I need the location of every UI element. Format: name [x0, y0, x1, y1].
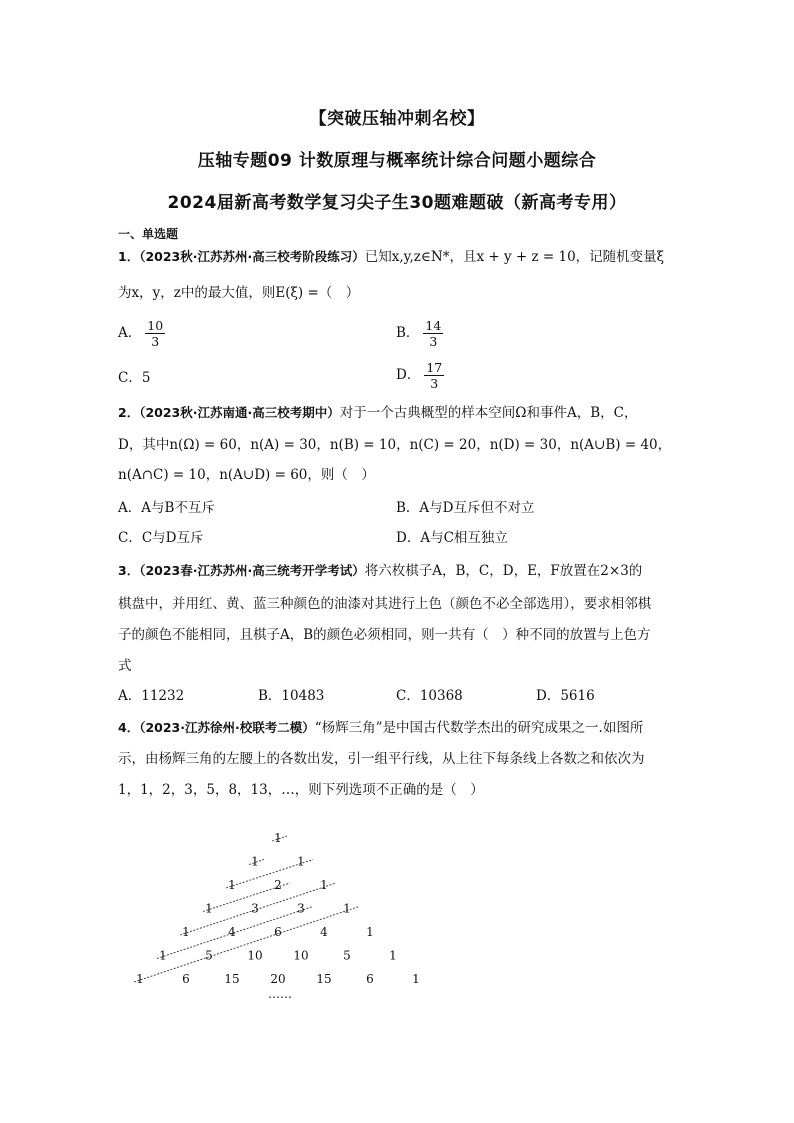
triangle-cell-r6-c4: 15 [316, 972, 332, 986]
triangle-cell-r4-c2: 6 [274, 925, 282, 939]
q1-number: 1． [118, 249, 140, 264]
q3-stem-2: 棋盘中，并用红、黄、蓝三种颜色的油漆对其进行上色（颜色不必全部选用），要求相邻棋 [118, 596, 652, 612]
q2-option-d[interactable]: D．A与C相互独立 [396, 530, 508, 546]
q1-option-b-numerator: 14 [425, 318, 442, 333]
triangle-cell-r3-c2: 3 [297, 901, 305, 916]
q2-stem-3: n(A∩C) = 10，n(A∪D) = 60，则（ ） [118, 467, 375, 483]
triangle-cell-r6-c0: 1 [136, 972, 144, 986]
triangle-cell-r4-c3: 4 [320, 925, 328, 939]
triangle-cell-r6-c1: 6 [182, 972, 190, 986]
triangle-cell-r5-c2: 10 [247, 948, 263, 963]
triangle-cell-r4-c4: 1 [366, 925, 374, 939]
triangle-cell-r1-c0: 1 [251, 854, 259, 869]
triangle-ellipsis: …… [268, 987, 292, 1001]
q1-option-a-denominator: 3 [151, 334, 160, 349]
q4-stem-3: 1，1，2，3，5，8，13，…，则下列选项不正确的是（ ） [118, 782, 484, 798]
banner-title: 【突破压轴冲刺名校】 [309, 109, 485, 129]
triangle-cell-r5-c0: 1 [159, 948, 167, 963]
q1-source: （2023秋·江苏苏州·高三校考阶段练习） [139, 249, 365, 264]
q1-option-c-text: 5 [141, 370, 151, 386]
triangle-cell-r4-c1: 4 [228, 925, 236, 939]
q2-source: （2023秋·江苏南通·高三校考期中） [139, 405, 340, 420]
q4-source: （2023·江苏徐州·校联考二模） [139, 720, 315, 735]
q1-stem-1: 已知x,y,z∈N*，且x + y + z = 10，记随机变量ξ [364, 249, 665, 265]
q3-option-a[interactable]: A．11232 [118, 688, 185, 704]
q1-option-d-denominator: 3 [430, 376, 439, 391]
triangle-cell-r6-c6: 1 [412, 972, 420, 986]
q2-number: 2． [118, 405, 140, 420]
triangle-cell-r3-c3: 1 [343, 901, 351, 916]
series-title: 2024届新高考数学复习尖子生30题难题破（新高考专用） [167, 193, 627, 213]
q1-option-b-label: B． [396, 325, 420, 341]
triangle-cell-r2-c2: 1 [320, 878, 328, 892]
triangle-numbers [136, 831, 420, 986]
triangle-cell-r2-c1: 2 [274, 878, 282, 892]
q1-option-d-label: D． [396, 367, 421, 383]
q4-stem-1: “杨辉三角”是中国古代数学杰出的研究成果之一.如图所 [314, 720, 644, 736]
q3-option-b[interactable]: B．10483 [258, 688, 325, 704]
q2-stem-2: D，其中n(Ω) = 60，n(A) = 30，n(B) = 10，n(C) = 20，n(D) = 30，n(A∪B) = 40， [118, 437, 672, 453]
q4-stem-2: 示，由杨辉三角的左腰上的各数出发，引一组平行线，从上往下每条线上各数之和依次为 [118, 751, 645, 767]
triangle-cell-r5-c1: 5 [205, 948, 213, 963]
q2-stem-1: 对于一个古典概型的样本空间Ω和事件A，B，C， [339, 405, 638, 421]
q3-stem-3: 子的颜色不能相同，且棋子A，B的颜色必须相同，则一共有（ ）种不同的放置与上色方 [118, 627, 651, 643]
triangle-cell-r4-c0: 1 [182, 925, 190, 939]
q1-option-d-numerator: 17 [426, 360, 443, 375]
topic-title: 压轴专题09 计数原理与概率统计综合问题小题综合 [197, 151, 597, 171]
q3-stem-1: 将六枚棋子A，B，C，D，E，F放置在2×3的 [364, 563, 643, 579]
triangle-cell-r6-c5: 6 [366, 972, 374, 986]
triangle-cell-r3-c1: 3 [251, 901, 259, 916]
triangle-cell-r6-c2: 15 [224, 972, 240, 986]
section-heading: 一、单选题 [118, 227, 179, 241]
q3-source: （2023春·江苏苏州·高三统考开学考试） [139, 563, 365, 578]
triangle-cell-r2-c0: 1 [228, 878, 236, 892]
diagonal-line-6 [134, 907, 359, 983]
triangle-cell-r5-c3: 10 [293, 948, 309, 963]
q3-stem-4: 式 [118, 658, 132, 674]
q2-option-b[interactable]: B．A与D互斥但不对立 [396, 500, 535, 516]
q1-stem-2: 为x，y，z中的最大值，则E(ξ) =（ ） [118, 285, 360, 301]
triangle-cell-r3-c0: 1 [205, 901, 213, 916]
q2-option-c[interactable]: C．C与D互斥 [118, 530, 204, 546]
q3-number: 3． [118, 563, 140, 578]
q2-option-a[interactable]: A．A与B不互斥 [118, 500, 215, 516]
q1-option-c-label: C． [118, 370, 142, 386]
triangle-cell-r0-c0: 1 [274, 831, 282, 845]
q1-option-a-label: A． [118, 325, 142, 341]
q3-option-c[interactable]: C．10368 [396, 688, 463, 704]
q4-number: 4． [118, 720, 140, 735]
triangle-cell-r5-c4: 5 [343, 948, 351, 963]
triangle-cell-r6-c3: 20 [270, 972, 286, 986]
q1-option-b-denominator: 3 [429, 334, 438, 349]
triangle-cell-r5-c5: 1 [389, 948, 397, 963]
triangle-cell-r1-c1: 1 [297, 854, 305, 869]
q1-option-a-numerator: 10 [147, 318, 164, 333]
q3-option-d[interactable]: D．5616 [536, 688, 595, 704]
